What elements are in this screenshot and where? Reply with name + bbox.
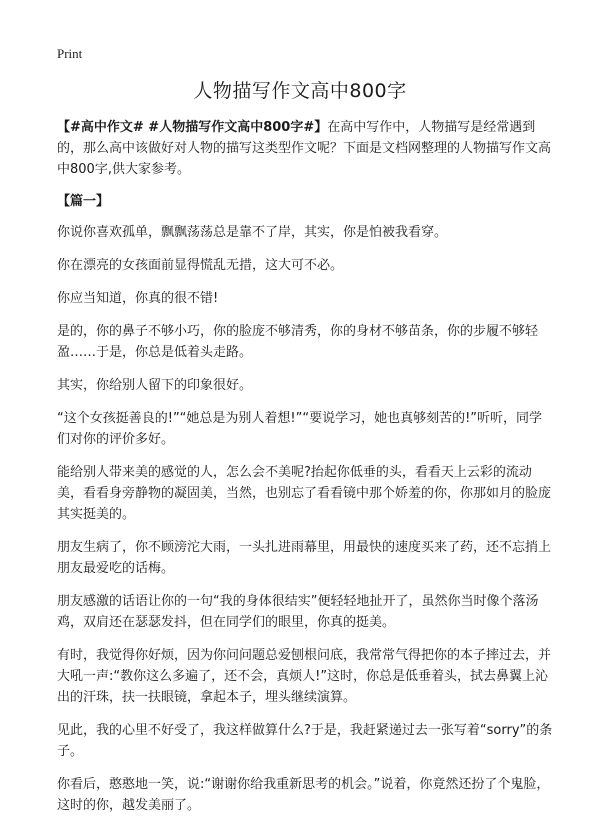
paragraph: 是的，你的鼻子不够小巧，你的脸庞不够清秀，你的身材不够苗条，你的步履不够轻盈……于是，你总是低着头走路。: [57, 324, 539, 360]
paragraph: 你在漂亮的女孩面前显得慌乱无措，这大可不必。: [57, 258, 344, 273]
paragraph: 其实，你给别人留下的印象很好。: [57, 378, 253, 393]
paragraph: 见此，我的心里不好受了，我这样做算什么?于是，我赶紧递过去一张写着“sorry”的条子。: [57, 723, 553, 759]
article-body: [57, 117, 553, 828]
paragraph: 你说你喜欢孤单，飘飘荡荡总是靠不了岸，其实，你是怕被我看穿。: [57, 225, 448, 240]
paragraph: 你应当知道，你真的很不错!: [57, 291, 219, 306]
intro-text: 在高中写作中，人物描写是经常遇到的，那么高中该做好对人物的描写这类型作文呢？下面是文档网整理的人物描写作文高中800字,供大家参考。: [57, 120, 552, 177]
paragraph: 朋友生病了，你不顾滂沱大雨，一头扎进雨幕里，用最快的速度买来了药，还不忘捎上朋友最爱吃的话梅。: [57, 540, 552, 576]
page-title: 人物描写作文高中800字: [193, 80, 407, 102]
paragraph: 有时，我觉得你好烦，因为你问问题总爱刨根问底，我常常气得把你的本子摔过去，并大吼一声:“教你这么多遍了，还不会，真烦人!”这时，你总是低垂着头，拭去鼻翼上沁出的汗珠，扶一扶眼镜，拿起本子，埋头继续演算。: [57, 648, 552, 705]
paragraph: 能给别人带来美的感觉的人，怎么会不美呢?抬起你低垂的头，看看天上云彩的流动美，看看身旁静物的凝固美，当然，也别忘了看看镜中那个娇羞的你，你那如月的脸庞其实挺美的。: [57, 465, 552, 522]
paragraph: “这个女孩挺善良的!”“她总是为别人着想!”“要说学习，她也真够刻苦的!”听听，同学们对你的评价多好。: [57, 411, 543, 447]
paragraph: 朋友感激的话语让你的一句“我的身体很结实”便轻轻地扯开了，虽然你当时像个落汤鸡，双肩还在瑟瑟发抖，但在同学们的眼里，你真的挺美。: [57, 594, 539, 630]
section-heading: 【篇一】: [57, 194, 110, 209]
paragraph: 你看后，憨憨地一笑，说:“谢谢你给我重新思考的机会。”说着，你竟然还扮了个鬼脸，这时的你，越发美丽了。: [57, 777, 550, 813]
intro-paragraph: [57, 117, 553, 180]
intro-tags: 【#高中作文# #人物描写作文高中800字#】: [57, 120, 328, 135]
print-link[interactable]: Print: [57, 46, 83, 61]
